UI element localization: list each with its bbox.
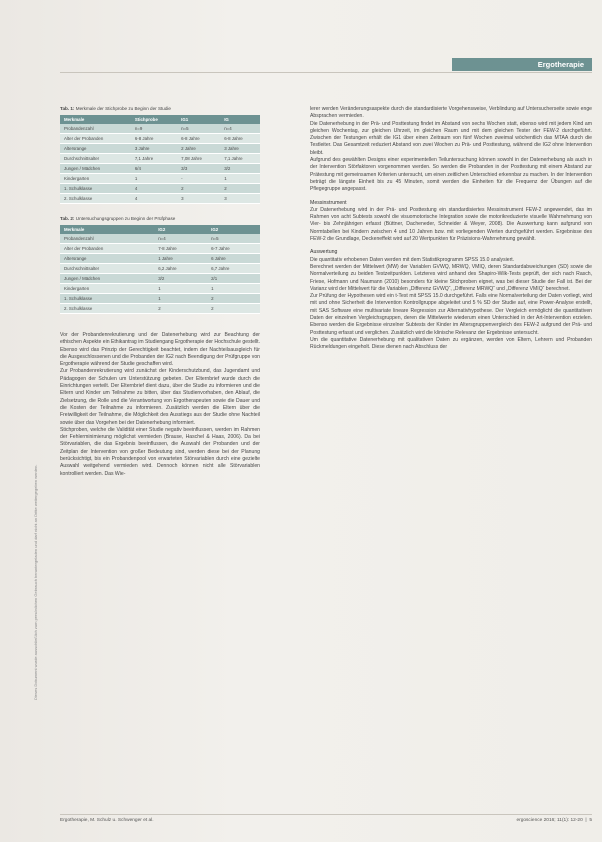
table-cell: n=5 (177, 124, 220, 134)
table-header-cell: IG2 (207, 225, 260, 234)
footer-citation: Ergotherapie, M. Schulz u. Schwenger et al. (60, 818, 154, 823)
table-row (60, 124, 260, 134)
table2 (60, 225, 260, 314)
table-cell: - (177, 174, 220, 184)
table2-caption: Tab. 2: Untersuchungsgruppen zu Beginn der Prüfphase (60, 216, 176, 221)
section-heading: Messinstrument (310, 199, 347, 206)
table-cell: 1 (220, 174, 260, 184)
table-row (60, 154, 260, 164)
table-cell: Altersrange (60, 254, 154, 264)
table-cell: 6 Jahre (207, 254, 260, 264)
table-cell: 6/4 (131, 164, 177, 174)
table-cell: 6,2 Jahre (154, 264, 207, 274)
table-header-cell: IG (220, 115, 260, 124)
paragraph: Aufgrund des gewählten Designs einer experimentellen Teiluntersuchung können sowohl in der Datenerhebung als auch in der Intervention Störfaktoren vorgenommen werden. So werden die Probanden in der Posttestung mit einem Abstand zur Prätestung mit gemeinsamen Kriterien untersucht, um einen zeitlichen Unterschied erkennbar zu machen. In der Intervention beträgt die längste Einheit bis zu 45 Minuten, somit werden die Einheiten für die Frequenz der Übungen auf die Pflegegruppe angepasst. (310, 157, 592, 193)
paragraph: Um die quantitative Datenerhebung mit qualitativen Daten zu ergänzen, werden von Eltern, Lehrern und Probanden Rückmeldungen eingeholt. Diese dienen nach Abschluss der (310, 336, 592, 351)
table-cell: 7,1 Jahre (220, 154, 260, 164)
table-cell: 2/1 (207, 274, 260, 284)
table-cell: 2 (207, 304, 260, 314)
table-cell: 2 Jahre (177, 144, 220, 154)
table-cell: 6-8 Jahre (177, 134, 220, 144)
table-cell: Probandenzahl (60, 234, 154, 244)
paragraph: Zur Prüfung der Hypothesen wird ein t-Test mit SPSS 15.0 durchgeführt. Falls eine Normalverteilung der Daten vorliegt, wird mit und ohne Sicherheit die Intervention Kontrollgruppe abgeleitet und 5 % SD der Studie auf, eine Power-Analyse erstellt, mit SAS Software eine multivariate lineare Regression zur Alternativhypothese. Der Vergleich ermöglicht die quantitativen Daten der einzelnen Vergleichsgruppen, deren die Mittelwerte wiederum einen Unterschied in der Art-Intervention erzielen. Ebenso werden die Ergebnisse einzelner Subtests der Kinder im Altersgruppenvergleich des FEW-2 aufgrund der Prä- und Posttestung erfasst und verglichen. Zusätzlich wird die klinische Relevanz der Ergebnisse untersucht. (310, 293, 592, 336)
section-heading: Auswertung (310, 249, 338, 256)
table-header-cell: IG1 (177, 115, 220, 124)
table-cell: 4 (131, 194, 177, 204)
table-cell: 2 (154, 304, 207, 314)
footer-journal: ergoscience 2016; 11(1): 12-20 | 5 (516, 818, 592, 823)
table-cell: Probandenzahl (60, 124, 131, 134)
paragraph: Die Datenerhebung in der Prä- und Posttestung findet im Abstand von sechs Wochen statt, ebenso wird mit jedem Kind am gleichen Wochentag, zur gleichen Uhrzeit, im gleichen Raum und mit dem gleichen Tester der FEW-2 durchgeführt. Zwischen der Testungen erhält die IG1 über einen Zeitraum von fünf Wochen zweimal wöchentlich das MTAA durch die Testleiter. Das Gesamtzeit reduziert Abstand von zwei Wochen zu Prä- und Posttestung, während die IG2 ohne Intervention bleibt. (310, 120, 592, 156)
table-row (60, 134, 260, 144)
paragraph: lerer werden Veränderungsaspekte durch die standardisierte Vorgehensweise, Verblindung auf Untersucherseite sowie enge Absprachen vermieden. (310, 106, 592, 120)
table-cell: 7-8 Jahre (154, 244, 207, 254)
paragraph: Berechnet werden der Mittelwert (MW) der Variablen GVWQ, MRWQ, VMIQ, deren Standardabweichungen (SD) sowie die Normalverteilung zu beiden Testzeitpunkten. Letzteres wird anhand des Shapiro-Wilk-Tests geprüft, der sich nach Rasch, Friese, Hofmann und Naumann (2010) besonders für kleine Stichproben eignet, was bei dieser Studie der Fall ist. Bei der Varianz wird der Mittelwert für die Variablen „Differenz GVWQ“, „Differenz MRWQ“ und „Differenz VMIQ“ berechnet. (310, 263, 592, 292)
table1-caption: Tab. 1: Merkmale der Stichprobe zu Beginn der Studie (60, 106, 171, 111)
table-cell: 1 (131, 174, 177, 184)
table1 (60, 115, 260, 204)
table-cell: n=5 (207, 234, 260, 244)
paragraph: Stichproben, welche die Validität einer Studie negativ beeinflussen, werden im Rahmen der Fehlerminimierung möglichst vermieden (Brause, Haschel & Haas, 2006). Da bei Störvariablen, die das Ergebnis beeinflussen, die Auswahl der Probanden und der Zeitplan der Intervention von großer Bedeutung sind, werden diese bei der Planung berücksichtigt, bis ein Probandenpool von erwarteten Störvariablen durch eine gezielte Auswahl weitgehend vermieden wird. Dennoch können nicht alle Störvariablen kontrolliert werden. Das Wie- (60, 426, 260, 477)
table-cell: Durchschnittsalter (60, 154, 131, 164)
sidebar-copyright-note: Dieses Dokument wurde ausschließlich zum persönlichen Gebrauch heruntergeladen und darf nicht an Dritte weitergegeben werden. (33, 464, 38, 700)
table-cell: 2 (207, 294, 260, 304)
table-row (60, 274, 260, 284)
table-cell: 1. Schulklasse (60, 184, 131, 194)
table-row (60, 174, 260, 184)
table-row (60, 294, 260, 304)
table-cell: 6-8 Jahre (220, 134, 260, 144)
table-cell: 3 (177, 194, 220, 204)
table-cell: n=4 (154, 234, 207, 244)
table-cell: 3/2 (154, 274, 207, 284)
table-header-cell: IG2 (154, 225, 207, 234)
table-header-cell: Stichprobe (131, 115, 177, 124)
table-header-cell: Merkmale (60, 115, 131, 124)
header-rule (60, 72, 592, 73)
table-cell: 3/2 (220, 164, 260, 174)
footer-rule (60, 814, 592, 815)
paragraph: Die quantitativ erhobenen Daten werden mit dem Statistikprogramm SPSS 15.0 analysiert. (310, 256, 515, 263)
table-cell: Kindergarten (60, 284, 154, 294)
table-cell: 2 (177, 184, 220, 194)
table-cell: 6,7 Jahre (207, 264, 260, 274)
table-cell: 6-7 Jahre (207, 244, 260, 254)
left-body-text (60, 332, 260, 478)
table-row (60, 264, 260, 274)
table-row (60, 194, 260, 204)
right-column (310, 106, 592, 352)
table-row (60, 234, 260, 244)
table-cell: 3/3 (177, 164, 220, 174)
table-cell: 3 Jahre (220, 144, 260, 154)
table-cell: 4 (131, 184, 177, 194)
table-cell: 1. Schulklasse (60, 294, 154, 304)
table-cell: Durchschnittsalter (60, 264, 154, 274)
section-label: Ergotherapie (452, 58, 592, 71)
table-cell: Altersrange (60, 144, 131, 154)
paragraph: Vor der Probandenrekrutierung und der Datenerhebung wird zur Beachtung der ethischen Aspekte ein Ethikantrag im Studiengang Ergotherapie der Hochschule gestellt. Ebenso wird das Prinzip der Gerechtigkeit beachtet, indem der Nachteilsausgleich für die Ausgeschlossenen und die Probanden der IG2 nach Beendigung der Prüfgruppe von Ergotherapie während der Studie geschaffen wird. (60, 332, 260, 368)
left-column (60, 106, 260, 478)
table-cell: Kindergarten (60, 174, 131, 184)
paragraph: Zur Probandenrekrutierung wird zunächst der Kinderschutzbund, das Jugendamt und Pädagogen der Schulen um Unterstützung gebeten. Der Elternbrief wurde durch die Einrichtungen verteilt. Der Elternbrief dient dazu, über die Studie zu informieren und die Eltern und Kinder um Teilnahme zu bitten, über das Studienvorhaben, den Ablauf, die Zielsetzung, die Rolle und die Verantwortung von Ergotherapeuten sowie die Dauer und die Kosten der Teilnahme zu informieren. Zusätzlich werden die Eltern über die Freiwilligkeit der Teilnahme, die Möglichkeit des Ausstiegs aus der Studie ohne Nachteil sowie über das Vorgehen bei der Datenerhebung informiert. (60, 368, 260, 426)
table-cell: 3 Jahre (131, 144, 177, 154)
table-cell: Jungen / Mädchen (60, 164, 131, 174)
table-cell: 2 (220, 184, 260, 194)
table-header-cell: Merkmale (60, 225, 154, 234)
table-cell: Alter der Probanden (60, 134, 131, 144)
table-cell: n=9 (131, 124, 177, 134)
table-cell: 1 (154, 294, 207, 304)
table-cell: n=4 (220, 124, 260, 134)
page-number: 5 (589, 818, 592, 823)
table-cell: 3 (220, 194, 260, 204)
table-cell: 7,08 Jahre (177, 154, 220, 164)
table-cell: 2. Schulklasse (60, 194, 131, 204)
table-row (60, 254, 260, 264)
table-cell: 1 (207, 284, 260, 294)
table-row (60, 144, 260, 154)
right-body-text (310, 106, 592, 352)
paragraph: Zur Datenerhebung wird in der Prä- und Posttestung ein standardisiertes Messinstrument FEW-2 angewendet, das im Rahmen von acht Subtests sowohl die visuomotorische Integration sowie die motorikreduzierte visuelle Wahrnehmung von Vier- bis Zehnjährigen erfasst (Büttner, Dacheneder, Schneider & Weyer, 2008). Die Auswertung kann aufgrund von Normtabellen bei Kindern zwischen 4 und 10 Jahren bzw. mit vorliegenden Werten durchgeführt werden. Ergebnisse des FEW-2 die Grundlage, Deckeneffekt wird auf 20 Wertpunkten für Präzisions-Wahrnehmung gewählt. (310, 206, 592, 243)
table-row (60, 304, 260, 314)
table-row (60, 284, 260, 294)
table-cell: 7,1 Jahre (131, 154, 177, 164)
table-cell: 1 Jahre (154, 254, 207, 264)
table-cell: Alter der Probanden (60, 244, 154, 254)
table-cell: 2. Schulklasse (60, 304, 154, 314)
table-row (60, 184, 260, 194)
table-row (60, 244, 260, 254)
table-cell: 6-8 Jahre (131, 134, 177, 144)
table-cell: Jungen / Mädchen (60, 274, 154, 284)
table-row (60, 164, 260, 174)
table-cell: 1 (154, 284, 207, 294)
